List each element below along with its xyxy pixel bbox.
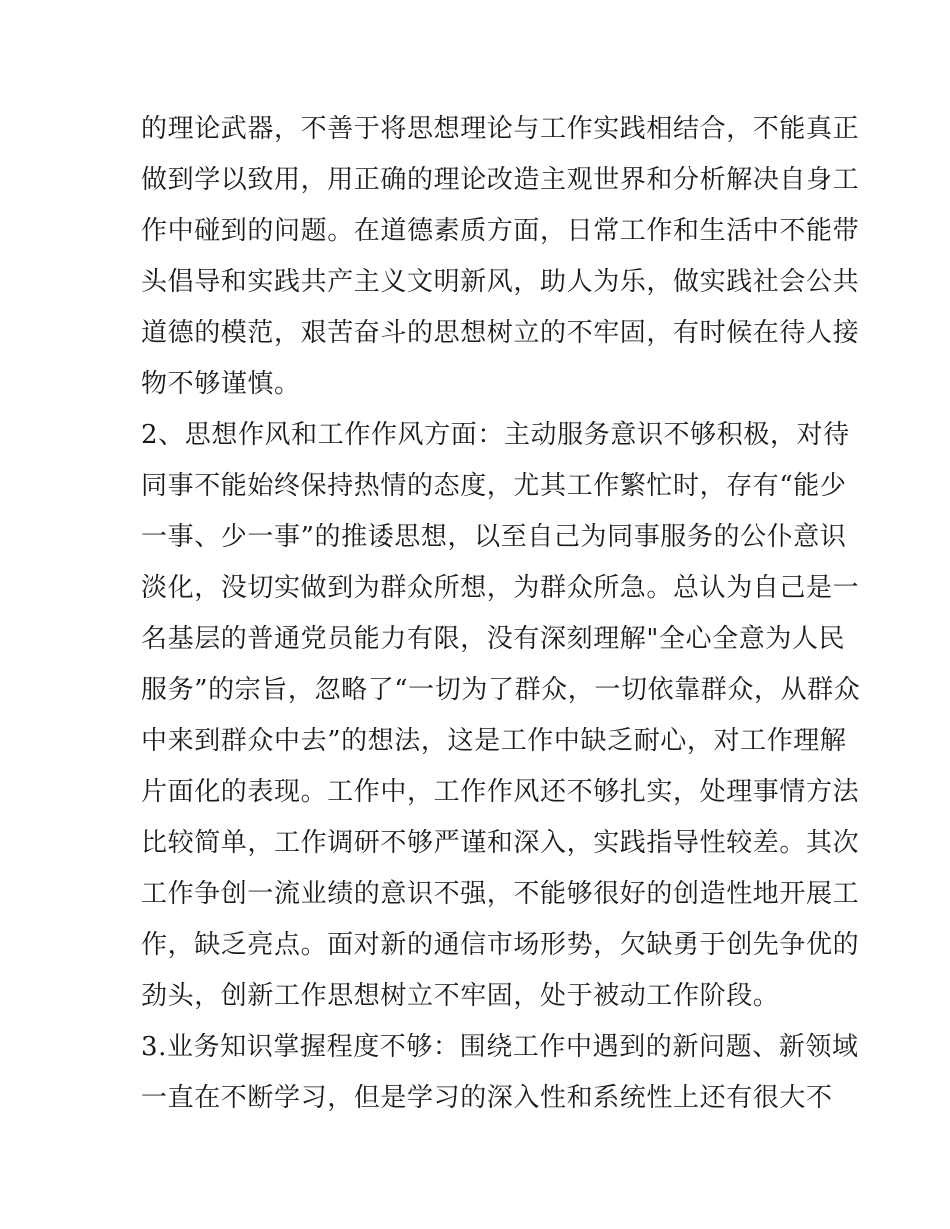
text-line: 服务”的宗旨，忽略了“一切为了群众，一切依靠群众，从群众 — [141, 675, 861, 705]
section-2-heading-line: 2、思想作风和工作作风方面：主动服务意识不够积极，对待 — [141, 420, 850, 450]
text-line: 片面化的表现。工作中，工作作风还不够扎实，处理事情方法 — [141, 777, 860, 807]
text-line: 做到学以致用，用正确的理论改造主观世界和分析解决自身工 — [141, 165, 860, 195]
text-line: 劲头，创新工作思想树立不牢固，处于被动工作阶段。 — [141, 981, 780, 1011]
text-line: 一直在不断学习，但是学习的深入性和系统性上还有很大不 — [141, 1083, 833, 1113]
text-line: 同事不能始终保持热情的态度，尤其工作繁忙时，存有“能少 — [141, 471, 847, 501]
text-line: 名基层的普通党员能力有限，没有深刻理解"全心全意为人民 — [141, 624, 846, 654]
text-line: 作，缺乏亮点。面对新的通信市场形势，欠缺勇于创先争优的 — [141, 930, 860, 960]
text-line: 一事、少一事”的推诿思想，以至自己为同事服务的公仆意识 — [141, 522, 847, 552]
text-line: 中来到群众中去”的想法，这是工作中缺乏耐心，对工作理解 — [141, 726, 847, 756]
text-line: 头倡导和实践共产主义文明新风，助人为乐，做实践社会公共 — [141, 267, 860, 297]
text-line: 比较简单，工作调研不够严谨和深入，实践指导性较差。其次 — [141, 828, 860, 858]
text-line: 道德的模范，艰苦奋斗的思想树立的不牢固，有时候在待人接 — [141, 318, 860, 348]
text-line: 工作争创一流业绩的意识不强，不能够很好的创造性地开展工 — [141, 879, 860, 909]
text-line: 作中碰到的问题。在道德素质方面，日常工作和生活中不能带 — [141, 216, 860, 246]
body-text — [141, 104, 861, 1124]
text-line: 的理论武器，不善于将思想理论与工作实践相结合，不能真正 — [141, 114, 860, 144]
section-3-heading-line: 3.业务知识掌握程度不够：围绕工作中遇到的新问题、新领域 — [141, 1032, 859, 1062]
text-line: 淡化，没切实做到为群众所想，为群众所急。总认为自己是一 — [141, 573, 860, 603]
text-line: 物不够谨慎。 — [141, 369, 301, 399]
